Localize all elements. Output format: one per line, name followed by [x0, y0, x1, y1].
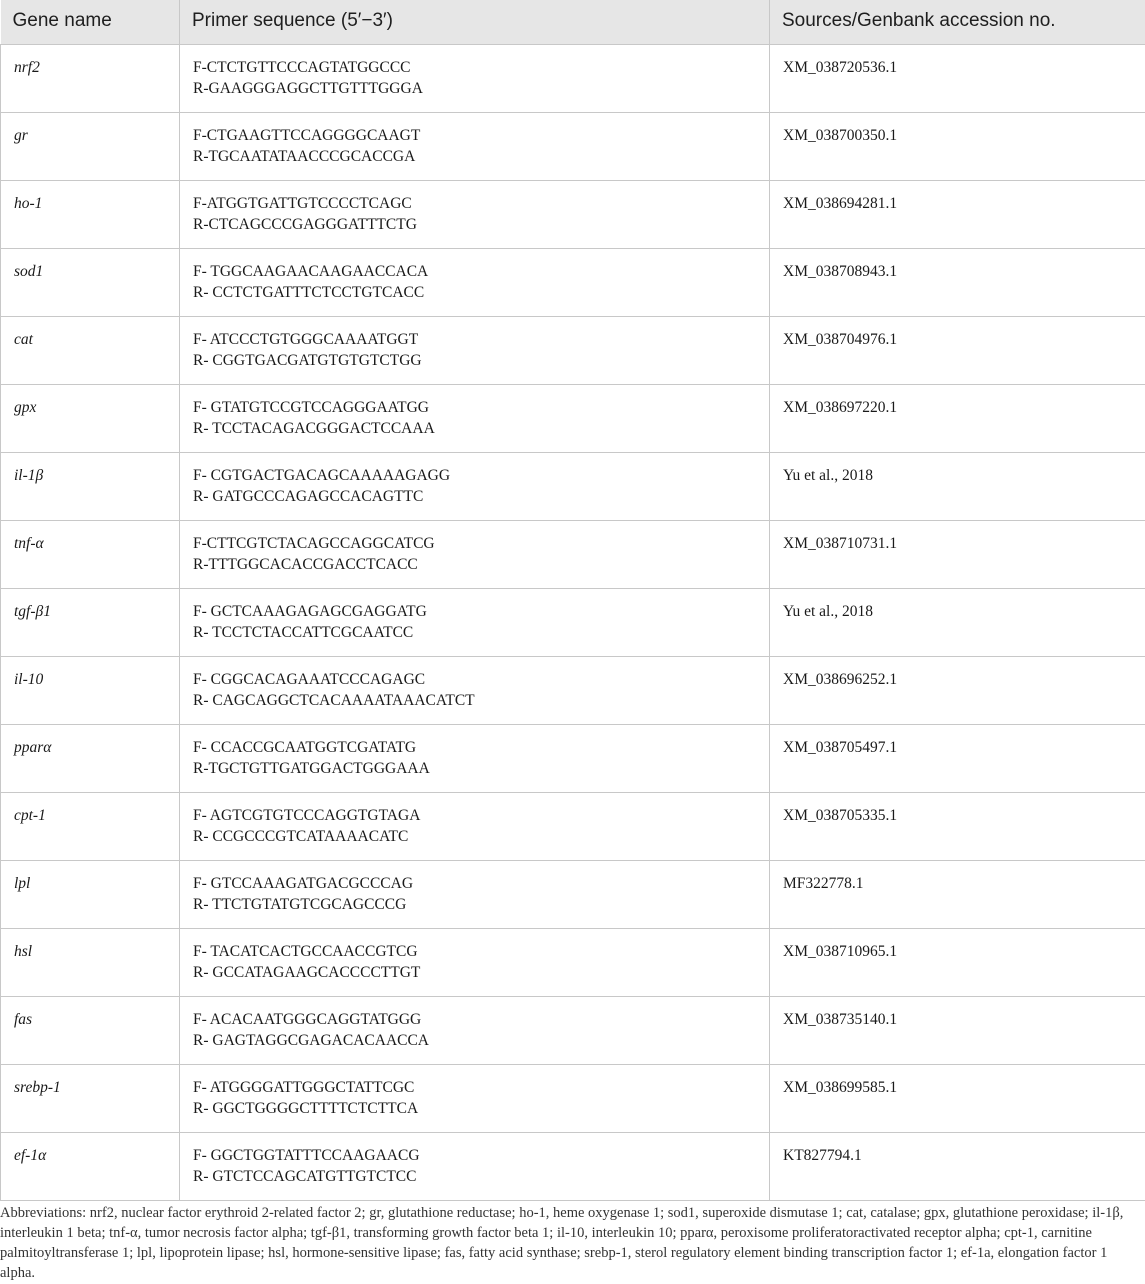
table-row	[1, 112, 1145, 180]
reverse-primer: R- TCCTCTACCATTCGCAATCC	[193, 623, 414, 641]
forward-primer: F- ACACAATGGGCAGGTATGGG	[193, 1010, 422, 1028]
abbreviations-footnote: Abbreviations: nrf2, nuclear factor erythroid 2-related factor 2; gr, glutathione reductase; ho-1, heme oxygenase 1; sod1, superoxide dismutase 1; cat, catalase; gpx, glutathione peroxidase; il-1β, interleukin 1 beta; tnf-α, tumor necrosis factor alpha; tgf-β1, transforming growth factor beta 1; il-10, interleukin 10; pparα, peroxisome proliferatoractivated receptor alpha; cpt-1, carnitine palmitoyltransferase 1; lpl, lipoprotein lipase; hsl, hormone-sensitive lipase; fas, fatty acid synthase; srebp-1, sterol regulatory element binding transcription factor 1; ef-1a, elongation factor 1 alpha.	[0, 1205, 1124, 1281]
gene-name-cell: tnf-α	[1, 520, 180, 588]
forward-primer: F- GGCTGGTATTTCCAAGAACG	[193, 1146, 420, 1164]
table-row	[1, 1132, 1145, 1200]
header-primer-sequence: Primer sequence (5′−3′)	[180, 0, 770, 44]
forward-primer: F-CTTCGTCTACAGCCAGGCATCG	[193, 534, 435, 552]
source-cell: XM_038700350.1	[770, 112, 1145, 180]
forward-primer: F- GCTCAAAGAGAGCGAGGATG	[193, 602, 427, 620]
table-header	[1, 0, 1145, 44]
table-row	[1, 316, 1145, 384]
forward-primer: F- CGTGACTGACAGCAAAAAGAGG	[193, 466, 451, 484]
source-cell: XM_038697220.1	[770, 384, 1145, 452]
primer-sequence-cell	[180, 1132, 770, 1200]
primer-sequence-cell	[180, 656, 770, 724]
table-row	[1, 384, 1145, 452]
table-row	[1, 656, 1145, 724]
table-row	[1, 180, 1145, 248]
header-gene-name: Gene name	[1, 0, 180, 44]
reverse-primer: R-TGCTGTTGATGGACTGGGAAA	[193, 759, 430, 777]
gene-name-cell: gpx	[1, 384, 180, 452]
gene-name-cell: gr	[1, 112, 180, 180]
source-cell: XM_038699585.1	[770, 1064, 1145, 1132]
reverse-primer: R- CGGTGACGATGTGTGTCTGG	[193, 351, 422, 369]
table-body	[1, 44, 1145, 1200]
reverse-primer: R- CCTCTGATTTCTCCTGTCACC	[193, 283, 425, 301]
primer-sequence-cell	[180, 452, 770, 520]
table-row	[1, 588, 1145, 656]
header-source: Sources/Genbank accession no.	[770, 0, 1145, 44]
primer-sequence-cell	[180, 180, 770, 248]
gene-name-cell: srebp-1	[1, 1064, 180, 1132]
gene-name-cell: ef-1α	[1, 1132, 180, 1200]
gene-name-cell: cat	[1, 316, 180, 384]
forward-primer: F- TACATCACTGCCAACCGTCG	[193, 942, 418, 960]
reverse-primer: R-TGCAATATAACCCGCACCGA	[193, 147, 416, 165]
reverse-primer: R- GTCTCCAGCATGTTGTCTCC	[193, 1167, 417, 1185]
gene-name-cell: il-10	[1, 656, 180, 724]
gene-name-cell: pparα	[1, 724, 180, 792]
source-cell: XM_038708943.1	[770, 248, 1145, 316]
forward-primer: F-ATGGTGATTGTCCCCTCAGC	[193, 194, 412, 212]
primer-sequence-cell	[180, 792, 770, 860]
forward-primer: F- CGGCACAGAAATCCCAGAGC	[193, 670, 426, 688]
forward-primer: F- CCACCGCAATGGTCGATATG	[193, 738, 417, 756]
gene-name-cell: tgf-β1	[1, 588, 180, 656]
reverse-primer: R- CCGCCCGTCATAAAACATC	[193, 827, 409, 845]
forward-primer: F- AGTCGTGTCCCAGGTGTAGA	[193, 806, 421, 824]
source-cell: XM_038705335.1	[770, 792, 1145, 860]
forward-primer: F- GTCCAAAGATGACGCCCAG	[193, 874, 414, 892]
forward-primer: F- ATGGGGATTGGGCTATTCGC	[193, 1078, 415, 1096]
table-row	[1, 996, 1145, 1064]
primer-sequence-cell	[180, 384, 770, 452]
reverse-primer: R- GCCATAGAAGCACCCCTTGT	[193, 963, 421, 981]
primer-sequence-cell	[180, 316, 770, 384]
gene-name-cell: fas	[1, 996, 180, 1064]
header-row	[1, 0, 1145, 44]
primer-sequence-cell	[180, 996, 770, 1064]
reverse-primer: R- TTCTGTATGTCGCAGCCCG	[193, 895, 407, 913]
gene-name-cell: ho-1	[1, 180, 180, 248]
primer-sequence-cell	[180, 724, 770, 792]
table-row	[1, 520, 1145, 588]
forward-primer: F- ATCCCTGTGGGCAAAATGGT	[193, 330, 419, 348]
reverse-primer: R-GAAGGGAGGCTTGTTTGGGA	[193, 79, 423, 97]
source-cell: XM_038705497.1	[770, 724, 1145, 792]
table-row	[1, 248, 1145, 316]
primer-sequence-cell	[180, 112, 770, 180]
primer-sequence-cell	[180, 928, 770, 996]
table-row	[1, 724, 1145, 792]
gene-name-cell: sod1	[1, 248, 180, 316]
gene-name-cell: hsl	[1, 928, 180, 996]
table-row	[1, 1064, 1145, 1132]
reverse-primer: R- CAGCAGGCTCACAAAATAAACATCT	[193, 691, 475, 709]
source-cell: XM_038704976.1	[770, 316, 1145, 384]
table-row	[1, 860, 1145, 928]
forward-primer: F-CTCTGTTCCCAGTATGGCCC	[193, 58, 411, 76]
reverse-primer: R- GATGCCCAGAGCCACAGTTC	[193, 487, 424, 505]
source-cell: XM_038710965.1	[770, 928, 1145, 996]
table-row	[1, 928, 1145, 996]
source-cell: XM_038720536.1	[770, 44, 1145, 112]
gene-name-cell: nrf2	[1, 44, 180, 112]
reverse-primer: R-TTTGGCACACCGACCTCACC	[193, 555, 418, 573]
primer-sequence-cell	[180, 860, 770, 928]
source-cell: XM_038696252.1	[770, 656, 1145, 724]
reverse-primer: R- TCCTACAGACGGGACTCCAAA	[193, 419, 435, 437]
forward-primer: F-CTGAAGTTCCAGGGGCAAGT	[193, 126, 421, 144]
source-cell: XM_038694281.1	[770, 180, 1145, 248]
primer-sequence-cell	[180, 588, 770, 656]
primer-sequence-cell	[180, 44, 770, 112]
source-cell: XM_038710731.1	[770, 520, 1145, 588]
source-cell: XM_038735140.1	[770, 996, 1145, 1064]
primer-sequence-cell	[180, 1064, 770, 1132]
source-cell: MF322778.1	[770, 860, 1145, 928]
gene-name-cell: il-1β	[1, 452, 180, 520]
table-row	[1, 792, 1145, 860]
forward-primer: F- GTATGTCCGTCCAGGGAATGG	[193, 398, 429, 416]
table-row	[1, 452, 1145, 520]
primer-sequence-cell	[180, 520, 770, 588]
reverse-primer: R- GGCTGGGGCTTTTCTCTTCA	[193, 1099, 419, 1117]
forward-primer: F- TGGCAAGAACAAGAACCACA	[193, 262, 429, 280]
gene-name-cell: cpt-1	[1, 792, 180, 860]
reverse-primer: R-CTCAGCCCGAGGGATTTCTG	[193, 215, 417, 233]
source-cell: Yu et al., 2018	[770, 588, 1145, 656]
primer-sequence-cell	[180, 248, 770, 316]
reverse-primer: R- GAGTAGGCGAGACACAACCA	[193, 1031, 430, 1049]
gene-name-cell: lpl	[1, 860, 180, 928]
table-row	[1, 44, 1145, 112]
source-cell: KT827794.1	[770, 1132, 1145, 1200]
source-cell: Yu et al., 2018	[770, 452, 1145, 520]
